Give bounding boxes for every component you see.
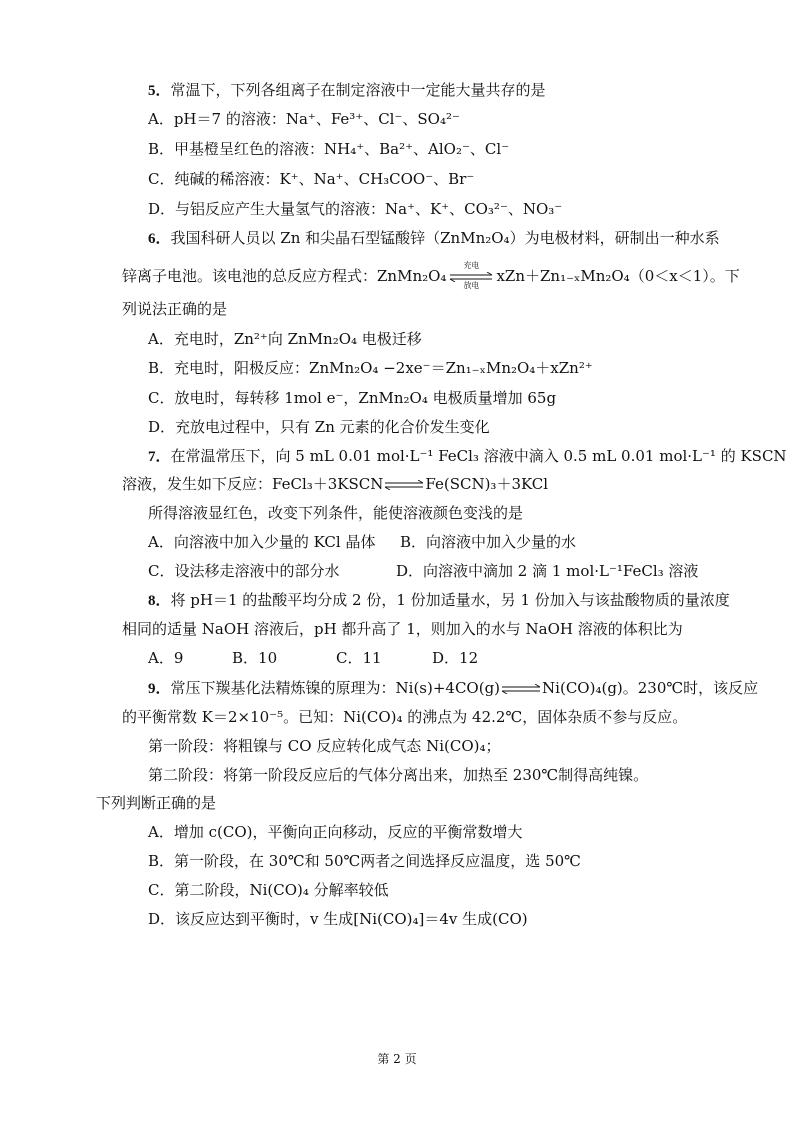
q9-stem-line1: 9．常压下羰基化法精炼镍的原理为：Ni(s)+4CO(g) Ni(CO)₄(g)。230℃时，该反应 [148,679,759,697]
q9-judge: 下列判断正确的是 [96,794,217,812]
q5-option-b: B．甲基橙呈红色的溶液：NH₄⁺、Ba²⁺、AlO₂⁻、Cl⁻ [148,140,510,158]
q7-option-d: D．向溶液中滴加 2 滴 1 mol·L⁻¹FeCl₃ 溶液 [396,562,699,580]
q8-option-a: A．9 [148,649,184,667]
reversible-arrow-icon: 充电 放电 [448,270,494,284]
q8-options [148,648,478,668]
q6-stem-line1: 6．我国科研人员以 Zn 和尖晶石型锰酸锌（ZnMn₂O₄）为电极材料，研制出一种水系 [148,229,720,247]
q8-number: 8． [148,593,171,609]
q7-stem-line1: 7．在常温常压下，向 5 mL 0.01 mol·L⁻¹ FeCl₃ 溶液中滴入 0.5 mL 0.01 mol·L⁻¹ 的 KSCN [148,447,787,465]
q5-option-a: A．pH＝7 的溶液：Na⁺、Fe³⁺、Cl⁻、SO₄²⁻ [148,110,460,128]
q5-option-d: D．与铝反应产生大量氢气的溶液：Na⁺、K⁺、CO₃²⁻、NO₃⁻ [148,200,563,218]
q6-option-d: D．充放电过程中，只有 Zn 元素的化合价发生变化 [148,418,490,436]
q8-stem-line1: 8．将 pH＝1 的盐酸平均分成 2 份，1 份加适量水，另 1 份加入与该盐酸物质的量浓度 [148,591,730,609]
page-number: 第 2 页 [377,1052,417,1066]
q6-number: 6． [148,231,171,247]
equilibrium-arrow-icon [501,684,541,694]
q9-option-c: C．第二阶段，Ni(CO)₄ 分解率较低 [148,881,389,899]
q6-option-b: B．充电时，阳极反应：ZnMn₂O₄ −2xe⁻＝Zn₁₋ₓMn₂O₄＋xZn²⁺ [148,359,593,377]
q9-stage2: 第二阶段：将第一阶段反应后的气体分离出来，加热至 230℃制得高纯镍。 [148,766,649,784]
q5-number: 5． [148,83,171,99]
q9-stage1: 第一阶段：将粗镍与 CO 反应转化成气态 Ni(CO)₄； [148,737,501,755]
q6-stem-line2: 锌离子电池。该电池的总反应方程式：ZnMn₂O₄ 充电 放电 xZn＋Zn₁₋ₓMn₂O₄（0＜x＜1）。下 [122,261,740,290]
q9-option-d: D．该反应达到平衡时，v 生成[Ni(CO)₄]＝4v 生成(CO) [148,910,528,928]
q6-stem-line3: 列说法正确的是 [122,300,228,318]
q7-options-row2 [148,561,698,581]
q9-stem-line2: 的平衡常数 K＝2×10⁻⁵。已知：Ni(CO)₄ 的沸点为 42.2℃，固体杂质不参与反应。 [122,708,688,726]
q9-option-b: B．第一阶段，在 30℃和 50℃两者之间选择反应温度，选 50℃ [148,852,581,870]
q5-stem: 5．常温下，下列各组离子在制定溶液中一定能大量共存的是 [148,81,546,99]
q7-stem-line3: 所得溶液显红色，改变下列条件，能使溶液颜色变浅的是 [148,504,524,522]
q7-option-a: A．向溶液中加入少量的 KCl 晶体 [148,533,376,551]
q7-option-c: C．设法移走溶液中的部分水 [148,562,340,580]
q7-option-b: B．向溶液中加入少量的水 [400,533,577,551]
q5-option-c: C．纯碱的稀溶液：K⁺、Na⁺、CH₃COO⁻、Br⁻ [148,170,475,188]
q7-number: 7． [148,449,171,465]
q6-option-c: C．放电时，每转移 1mol e⁻，ZnMn₂O₄ 电极质量增加 65g [148,389,557,407]
q6-option-a: A．充电时，Zn²⁺向 ZnMn₂O₄ 电极迁移 [148,330,422,348]
q7-stem-line2: 溶液，发生如下反应：FeCl₃＋3KSCN Fe(SCN)₃＋3KCl [122,475,549,493]
equilibrium-arrow-icon [384,480,424,490]
q9-option-a: A．增加 c(CO)，平衡向正向移动，反应的平衡常数增大 [148,823,523,841]
q9-number: 9． [148,681,171,697]
q8-option-d: D．12 [432,649,479,667]
q7-options-row1 [148,532,576,552]
q8-stem-line2: 相同的适量 NaOH 溶液后，pH 都升高了 1，则加入的水与 NaOH 溶液的体积比为 [122,620,683,638]
q8-option-c: C．11 [336,649,382,667]
q8-option-b: B．10 [232,649,278,667]
